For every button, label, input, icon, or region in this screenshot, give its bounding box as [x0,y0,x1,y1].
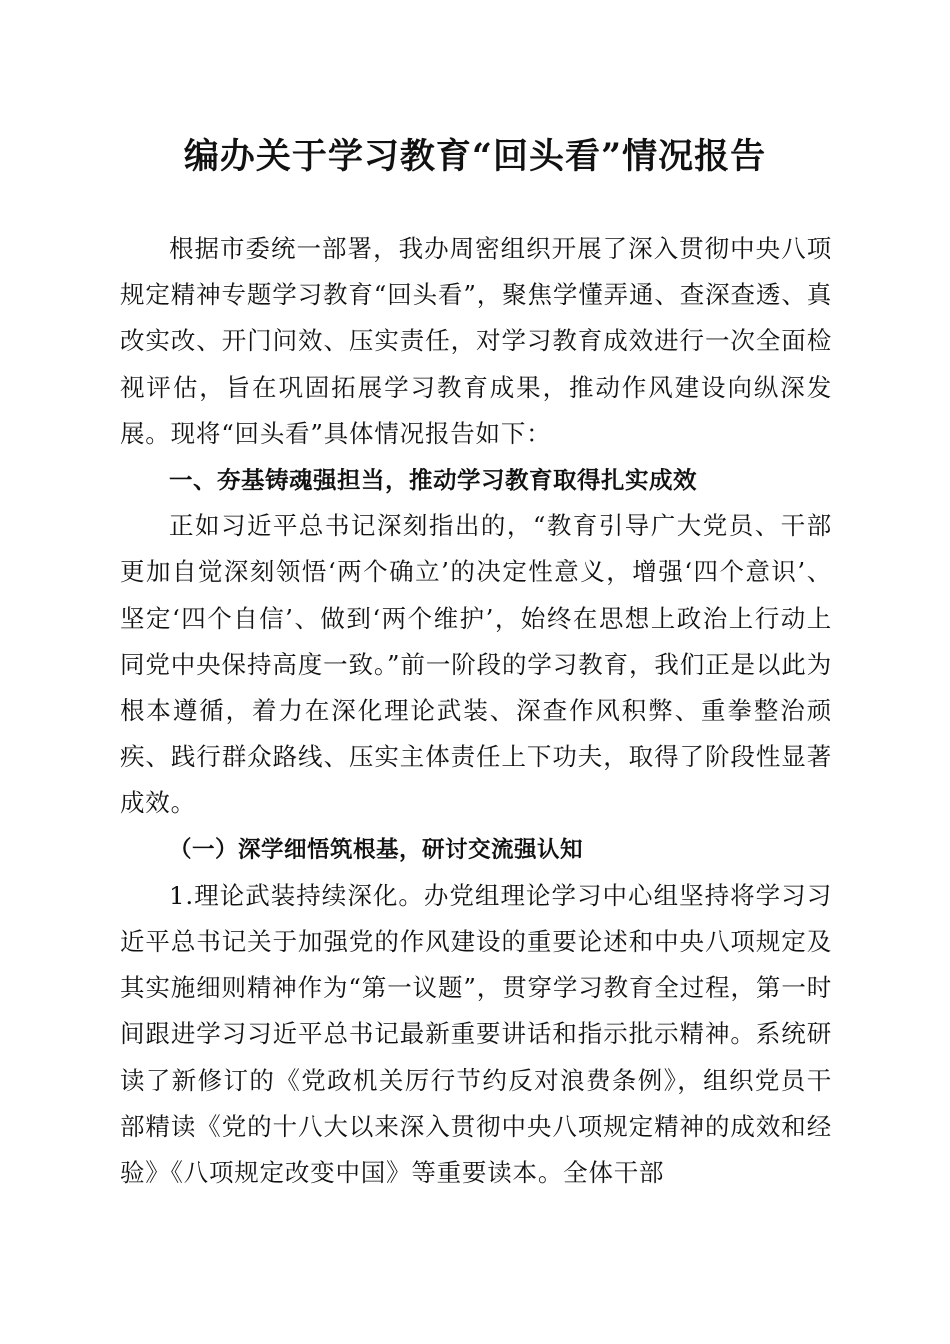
section-heading-1: 一、夯基铸魂强担当，推动学习教育取得扎实成效 [169,466,697,495]
section-1-paragraph: 正如习近平总书记深刻指出的，“教育引导广大党员、干部更加自觉深刻领悟‘两个确立’的决定性意义，增强‘四个意识’、坚定‘四个自信’、做到‘两个维护’，始终在思想上政治上行动上同党中央保持高度一致。”前一阶段的学习教育，我们正是以此为根本遵循，着力在深化理论武装、深查作风积弊、重拳整治顽疾、践行群众路线、压实主体责任上下功夫，取得了阶段性显著成效。 [120,511,832,818]
subsection-heading-1: （一）深学细悟筑根基，研讨交流强认知 [169,836,584,863]
intro-paragraph: 根据市委统一部署，我办周密组织开展了深入贯彻中央八项规定精神专题学习教育“回头看”，聚焦学懂弄通、查深查透、真改实改、开门问效、压实责任，对学习教育成效进行一次全面检视评估，旨在巩固拓展学习教育成果，推动作风建设向纵深发展。现将“回头看”具体情况报告如下： [120,234,832,448]
document-body [120,226,832,1196]
page-title: 编办关于学习教育“回头看”情况报告 [183,136,767,177]
subsection-1-paragraph: 1.理论武装持续深化。办党组理论学习中心组坚持将学习习近平总书记关于加强党的作风建设的重要论述和中央八项规定及其实施细则精神作为“第一议题”，贯穿学习教育全过程，第一时间跟进学习习近平总书记最新重要讲话和指示批示精神。系统研读了新修订的《党政机关厉行节约反对浪费条例》，组织党员干部精读《党的十八大以来深入贯彻中央八项规定精神的成效和经验》《八项规定改变中国》等重要读本。全体干部 [120,880,832,1188]
